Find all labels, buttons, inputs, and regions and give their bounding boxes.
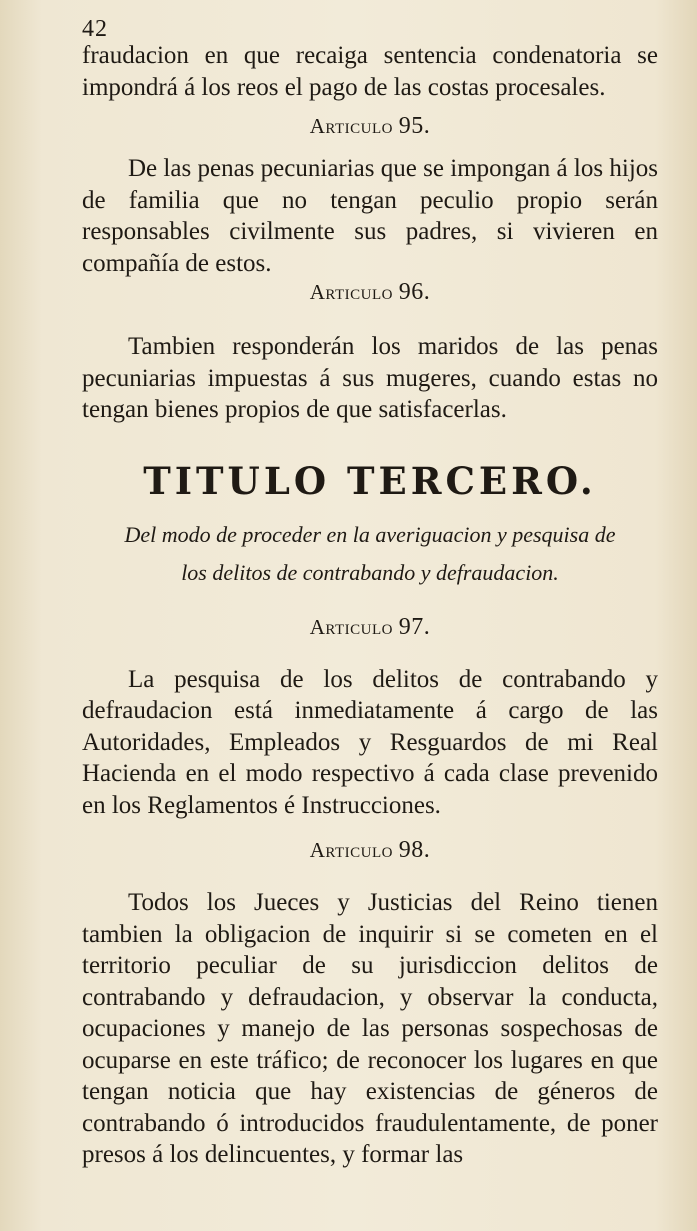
- section-title: TITULO TERCERO.: [143, 458, 597, 503]
- article-heading-95: [82, 111, 658, 141]
- article-label: Articulo: [309, 280, 393, 304]
- article-number: 95.: [398, 113, 431, 139]
- paragraph-continuation: fraudacion en que recaiga sentencia condenatoria se impondrá á los reos el pago de las costas procesales.: [82, 42, 658, 101]
- article-heading-97: [82, 612, 658, 642]
- paragraph-article-96: Tambien responderán los maridos de las penas pecuniarias impuestas á sus mugeres, cuando estas no tengan bienes propios de que satisfacerlas.: [82, 333, 658, 423]
- article-heading-96: [82, 277, 658, 307]
- paragraph-article-97: La pesquisa de los delitos de contrabando y defraudacion está inmediatamente á cargo de las Autoridades, Empleados y Resguardos de mi Real Hacienda en el modo respectivo á cada clase prevenido en los Reglamentos é Instrucciones.: [82, 665, 658, 819]
- article-label: Articulo: [309, 614, 393, 639]
- article-number: 97.: [398, 613, 431, 640]
- article-number: 98.: [398, 837, 431, 863]
- section-subtitle: Del modo de proceder en la averiguacion y pesquisa de los delitos de contrabando y defraudacion.: [124, 521, 616, 585]
- article-number: 96.: [398, 279, 431, 305]
- paragraph-article-95: De las penas pecuniarias que se impongan á los hijos de familia que no tengan peculio propio serán responsables civilmente sus padres, si vivieren en compañía de estos.: [82, 155, 658, 277]
- page-text: [82, 40, 658, 1171]
- article-label: Articulo: [309, 838, 393, 862]
- paragraph-article-98: Todos los Jueces y Justicias del Reino tienen tambien la obligacion de inquirir si se cometen en el territorio peculiar de su jurisdiccion delitos de contrabando y defraudacion, y observar la conducta, ocupaciones y manejo de las personas sospechosas de ocuparse en este tráfico; de reconocer los lugares en que tengan noticia que hay existencias de géneros de contrabando ó introducidos fraudulentamente, de poner presos á los delincuentes, y formar las: [82, 889, 658, 1168]
- article-label: Articulo: [309, 114, 393, 138]
- page-number: 42: [82, 16, 108, 42]
- article-heading-98: [82, 835, 658, 865]
